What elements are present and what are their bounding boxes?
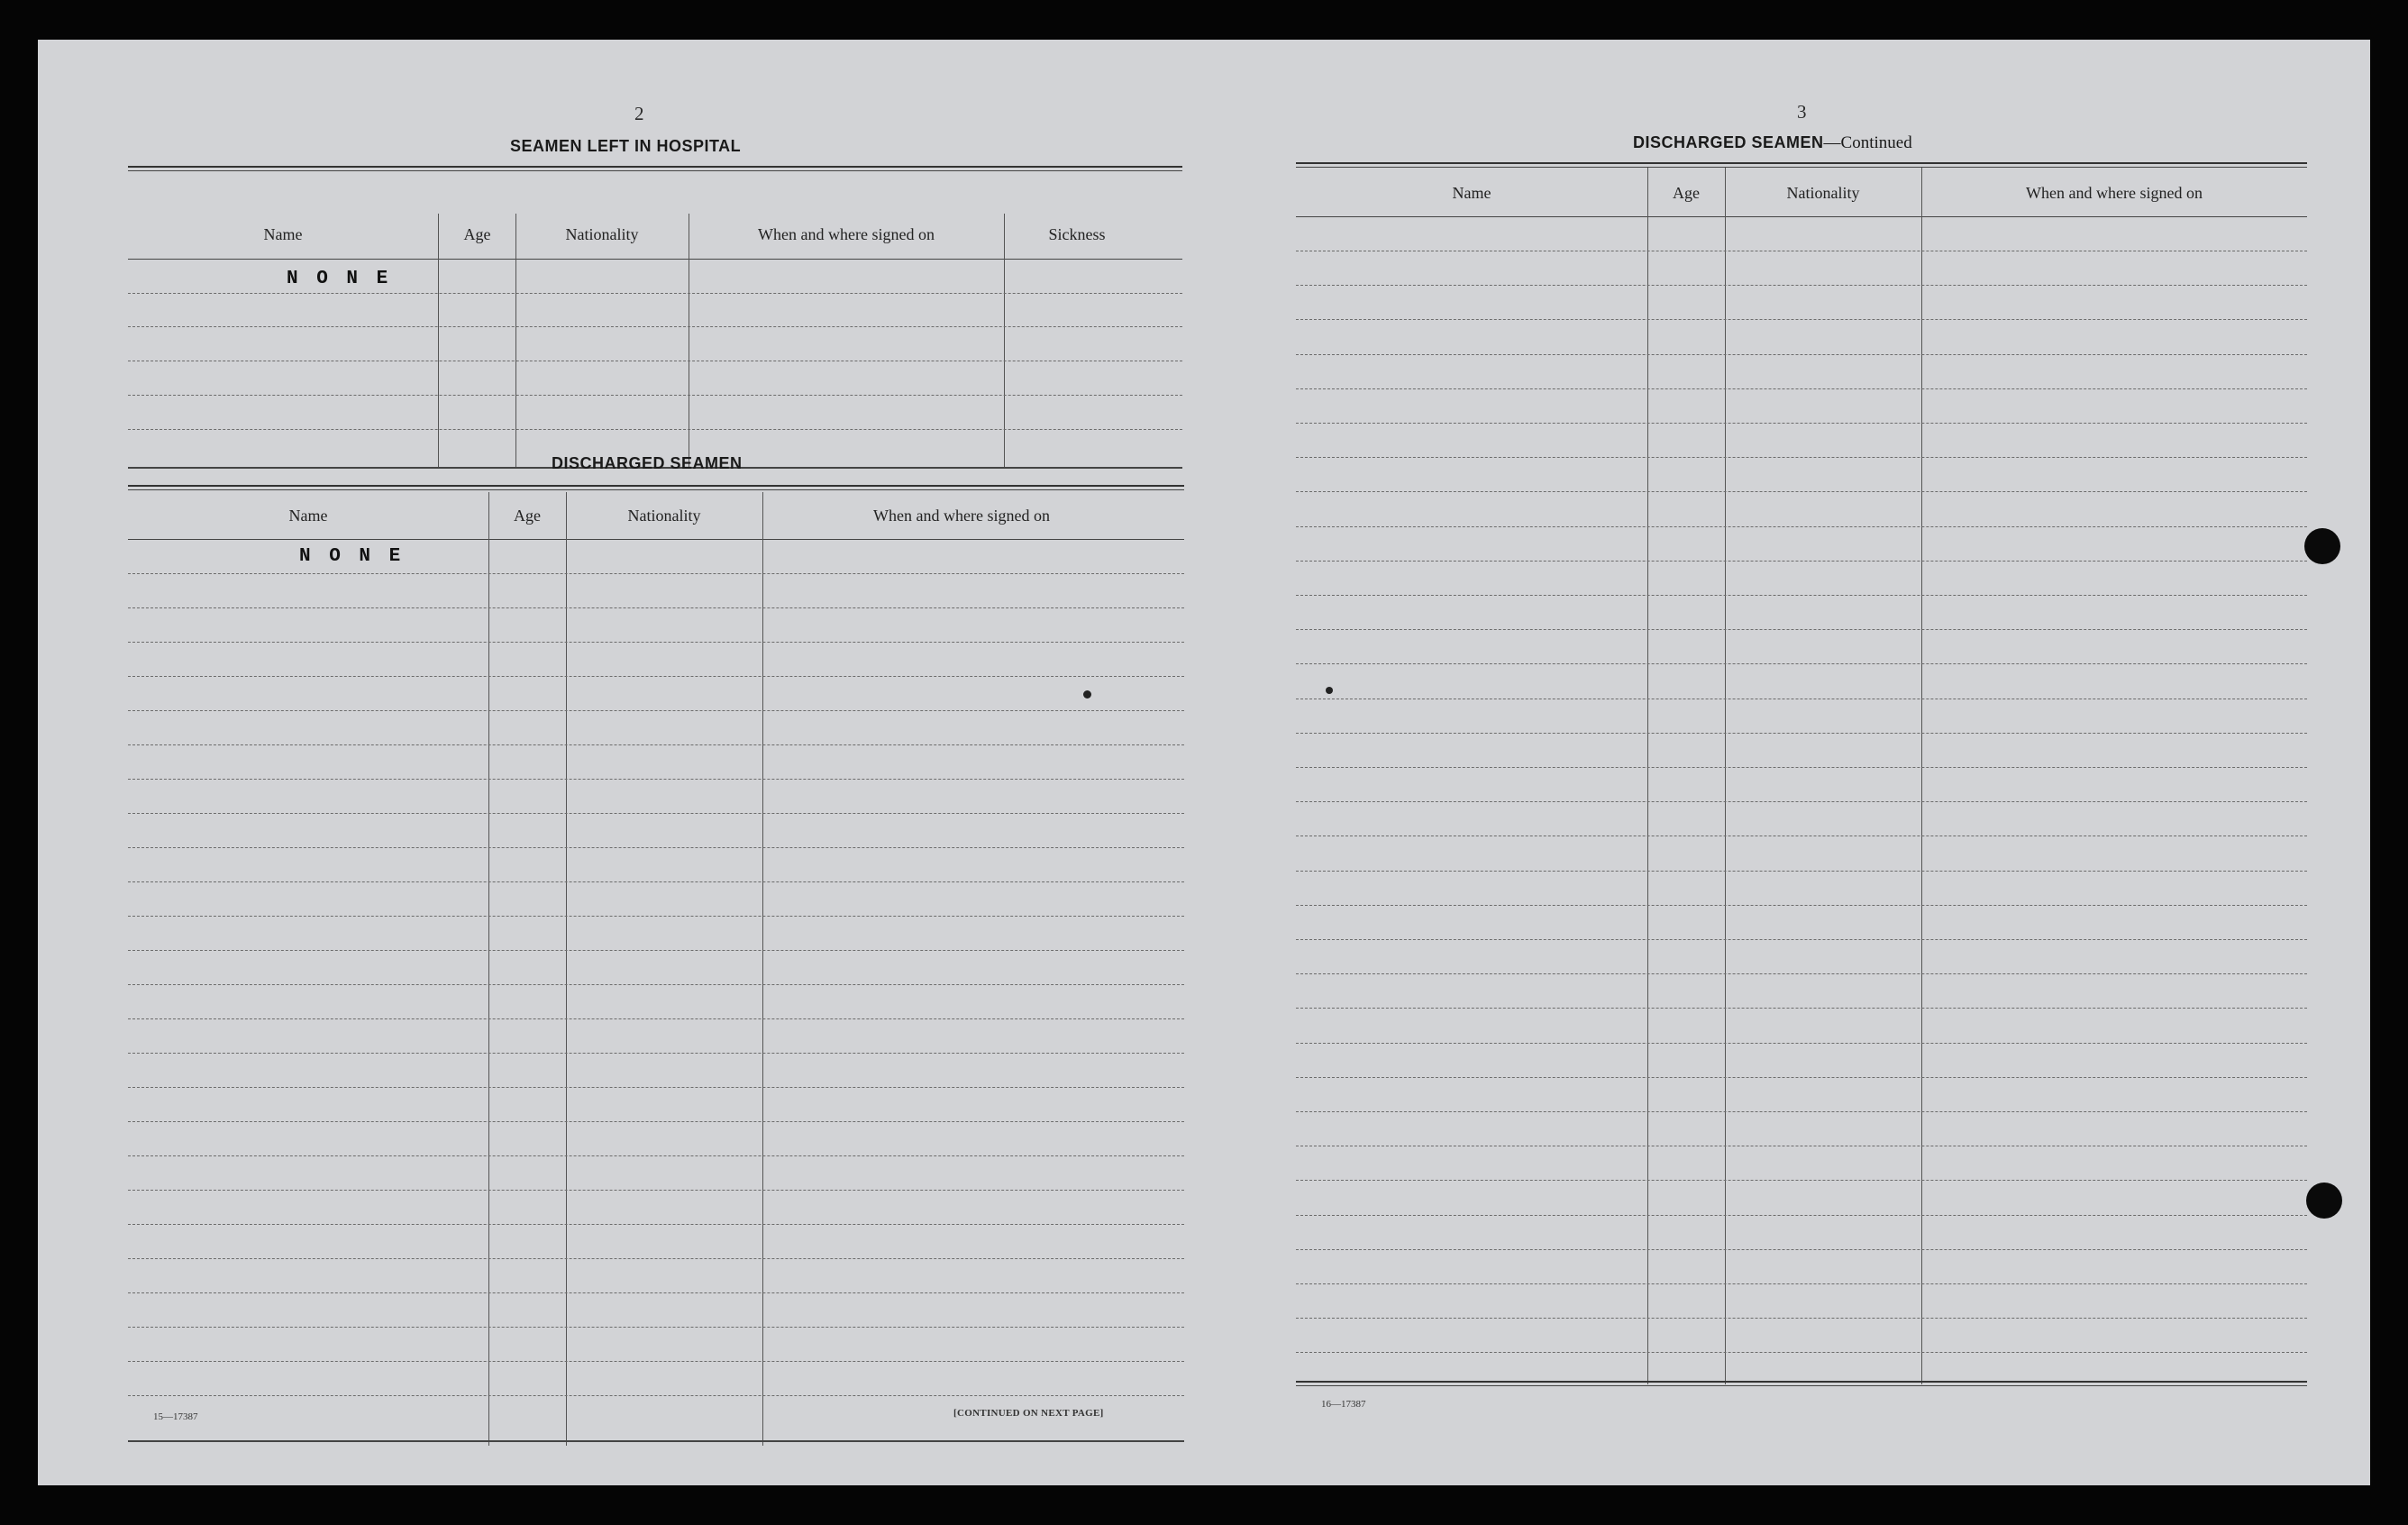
col-header-signed-on: When and where signed on bbox=[873, 507, 1050, 525]
row-rule bbox=[1296, 1215, 2307, 1216]
row-rule bbox=[1296, 388, 2307, 389]
hospital-table bbox=[128, 166, 1182, 476]
header-bottom-rule bbox=[128, 539, 1184, 540]
row-rule bbox=[1296, 1352, 2307, 1353]
table-bottom-rule bbox=[128, 1440, 1184, 1442]
row-rule bbox=[128, 744, 1184, 745]
discharged-section-title: DISCHARGED SEAMEN bbox=[552, 454, 743, 472]
row-rule bbox=[1296, 595, 2307, 596]
discharged-entry-none: N O N E bbox=[299, 546, 405, 567]
row-rule bbox=[128, 293, 1182, 294]
form-number-right: 16—17387 bbox=[1321, 1399, 1366, 1410]
row-rule bbox=[1296, 663, 2307, 664]
row-rule bbox=[1296, 354, 2307, 355]
row-rule bbox=[1296, 319, 2307, 320]
row-rule bbox=[1296, 423, 2307, 424]
row-rule bbox=[128, 1121, 1184, 1122]
column-divider bbox=[762, 492, 763, 1446]
row-rule bbox=[128, 1087, 1184, 1088]
row-rule bbox=[128, 1155, 1184, 1156]
column-divider bbox=[1725, 168, 1726, 1384]
row-rule bbox=[128, 1395, 1184, 1396]
row-rule bbox=[128, 1327, 1184, 1328]
row-rule bbox=[128, 642, 1184, 643]
page-number-right: 3 bbox=[1797, 101, 1807, 123]
row-rule bbox=[128, 779, 1184, 780]
column-divider bbox=[1647, 168, 1648, 1384]
row-rule bbox=[128, 710, 1184, 711]
row-rule bbox=[1296, 457, 2307, 458]
discharged-continued-title bbox=[1633, 133, 1912, 153]
row-rule bbox=[128, 573, 1184, 574]
row-rule bbox=[128, 1292, 1184, 1293]
table-bottom-rule bbox=[1296, 1381, 2307, 1386]
col-header-age: Age bbox=[463, 225, 491, 243]
row-rule bbox=[128, 1053, 1184, 1054]
column-divider bbox=[1004, 214, 1005, 469]
row-rule bbox=[1296, 767, 2307, 768]
column-divider bbox=[566, 492, 567, 1446]
column-divider bbox=[488, 492, 489, 1446]
row-rule bbox=[1296, 1180, 2307, 1181]
row-rule bbox=[1296, 1111, 2307, 1112]
page-number-left: 2 bbox=[634, 103, 644, 124]
row-rule bbox=[1296, 1008, 2307, 1009]
discharged-table bbox=[128, 485, 1184, 1449]
row-rule bbox=[1296, 733, 2307, 734]
row-rule bbox=[128, 1224, 1184, 1225]
row-rule bbox=[1296, 801, 2307, 802]
row-rule bbox=[128, 1258, 1184, 1259]
row-rule bbox=[128, 1190, 1184, 1191]
row-rule bbox=[1296, 939, 2307, 940]
header-bottom-rule bbox=[1296, 216, 2307, 217]
col-header-age: Age bbox=[1673, 184, 1700, 202]
row-rule bbox=[128, 950, 1184, 951]
row-rule bbox=[1296, 1077, 2307, 1078]
table-top-rule bbox=[128, 166, 1182, 171]
col-header-name: Name bbox=[288, 507, 328, 525]
col-header-nationality: Nationality bbox=[1786, 184, 1860, 202]
col-header-signed-on: When and where signed on bbox=[2026, 184, 2203, 202]
table-top-rule bbox=[1296, 162, 2307, 168]
row-rule bbox=[128, 916, 1184, 917]
row-rule bbox=[128, 429, 1182, 430]
punch-hole bbox=[2306, 1183, 2342, 1219]
row-rule bbox=[1296, 561, 2307, 562]
row-rule bbox=[1296, 629, 2307, 630]
hospital-section-title: SEAMEN LEFT IN HOSPITAL bbox=[510, 137, 742, 155]
row-rule bbox=[1296, 973, 2307, 974]
row-rule bbox=[128, 1018, 1184, 1019]
column-divider bbox=[515, 214, 516, 469]
row-rule bbox=[128, 326, 1182, 327]
row-rule bbox=[1296, 905, 2307, 906]
col-header-sickness: Sickness bbox=[1048, 225, 1106, 243]
row-rule bbox=[128, 1361, 1184, 1362]
row-rule bbox=[1296, 285, 2307, 286]
row-rule bbox=[128, 676, 1184, 677]
table-top-rule bbox=[128, 485, 1184, 490]
column-divider bbox=[1921, 168, 1922, 1384]
row-rule bbox=[1296, 871, 2307, 872]
row-rule bbox=[128, 881, 1184, 882]
hospital-entry-none: N O N E bbox=[287, 269, 392, 289]
row-rule bbox=[1296, 1283, 2307, 1284]
row-rule bbox=[1296, 1318, 2307, 1319]
row-rule bbox=[128, 984, 1184, 985]
row-rule bbox=[128, 813, 1184, 814]
row-rule bbox=[128, 395, 1182, 396]
title-main: DISCHARGED SEAMEN bbox=[1633, 133, 1824, 151]
col-header-age: Age bbox=[514, 507, 541, 525]
row-rule bbox=[128, 847, 1184, 848]
row-rule bbox=[1296, 526, 2307, 527]
col-header-signed-on: When and where signed on bbox=[758, 225, 935, 243]
ink-speck bbox=[1083, 690, 1091, 699]
col-header-nationality: Nationality bbox=[565, 225, 639, 243]
discharged-continued-table bbox=[1296, 162, 2307, 1433]
row-rule bbox=[1296, 491, 2307, 492]
row-rule bbox=[128, 607, 1184, 608]
column-divider bbox=[438, 214, 439, 469]
continued-note: [CONTINUED ON NEXT PAGE] bbox=[953, 1408, 1104, 1419]
manifest-sheet bbox=[38, 40, 2370, 1485]
header-bottom-rule bbox=[128, 259, 1182, 260]
row-rule bbox=[1296, 1043, 2307, 1044]
col-header-nationality: Nationality bbox=[627, 507, 701, 525]
ink-speck bbox=[1326, 687, 1333, 694]
punch-hole bbox=[2304, 528, 2340, 564]
row-rule bbox=[1296, 1249, 2307, 1250]
form-number-left: 15—17387 bbox=[153, 1411, 198, 1422]
title-suffix: —Continued bbox=[1823, 133, 1912, 152]
col-header-name: Name bbox=[263, 225, 303, 243]
col-header-name: Name bbox=[1452, 184, 1491, 202]
